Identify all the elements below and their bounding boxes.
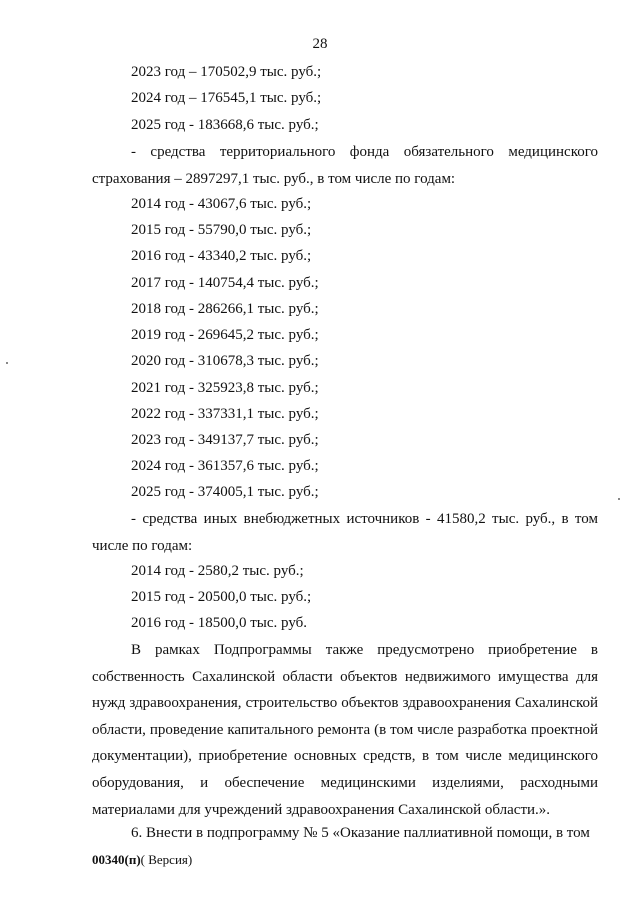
year-line-2014-c: 2014 год - 2580,2 тыс. руб.; — [131, 563, 304, 579]
year-line-2025-b: 2025 год - 374005,1 тыс. руб.; — [131, 484, 319, 500]
scan-speck — [618, 498, 620, 500]
year-line-2022-b: 2022 год - 337331,1 тыс. руб.; — [131, 406, 319, 422]
paragraph-subprogram-framework: В рамках Подпрограммы также предусмотрено приобретение в собственность Сахалинской области объектов недвижимого имущества для нужд здравоохранения, строительство объектов здравоохранения Сахалинской области, проведение капитального ремонта (в том числе разработка проектной документации), приобретение основных средств, в том числе медицинского оборудования, и обеспечение медицинскими изделиями, расходными материалами для учреждений здравоохранения Сахалинской области.». — [92, 642, 598, 818]
year-line-2023-b: 2023 год - 349137,7 тыс. руб.; — [131, 432, 319, 448]
year-line-2019-b: 2019 год - 269645,2 тыс. руб.; — [131, 327, 319, 343]
paragraph-tfoms-funds: - средства территориального фонда обязательного медицинского страхования – 2897297,1 тыс. руб., в том числе по годам: — [92, 144, 598, 187]
year-line-2025-a: 2025 год - 183668,6 тыс. руб.; — [131, 117, 319, 133]
year-line-2021-b: 2021 год - 325923,8 тыс. руб.; — [131, 380, 319, 396]
footer-code: 00340(п) — [92, 852, 141, 867]
year-line-2024-b: 2024 год - 361357,6 тыс. руб.; — [131, 458, 319, 474]
document-footer — [92, 852, 192, 868]
paragraph-other-funds: - средства иных внебюджетных источников - 41580,2 тыс. руб., в том числе по годам: — [92, 511, 598, 554]
year-line-2014-b: 2014 год - 43067,6 тыс. руб.; — [131, 196, 312, 212]
paragraph-item-6: 6. Внести в подпрограмму № 5 «Оказание паллиативной помощи, в том — [131, 825, 590, 841]
footer-version: ( Версия) — [140, 852, 193, 867]
year-line-2015-b: 2015 год - 55790,0 тыс. руб.; — [131, 222, 312, 238]
year-line-2024-a: 2024 год – 176545,1 тыс. руб.; — [131, 90, 322, 106]
year-line-2016-c: 2016 год - 18500,0 тыс. руб. — [131, 615, 308, 631]
year-line-2015-c: 2015 год - 20500,0 тыс. руб.; — [131, 589, 312, 605]
year-line-2016-b: 2016 год - 43340,2 тыс. руб.; — [131, 248, 312, 264]
scan-speck — [6, 362, 8, 364]
page-number: 28 — [312, 36, 328, 52]
year-line-2020-b: 2020 год - 310678,3 тыс. руб.; — [131, 353, 319, 369]
year-line-2017-b: 2017 год - 140754,4 тыс. руб.; — [131, 275, 319, 291]
year-line-2018-b: 2018 год - 286266,1 тыс. руб.; — [131, 301, 319, 317]
year-line-2023-a: 2023 год – 170502,9 тыс. руб.; — [131, 64, 322, 80]
